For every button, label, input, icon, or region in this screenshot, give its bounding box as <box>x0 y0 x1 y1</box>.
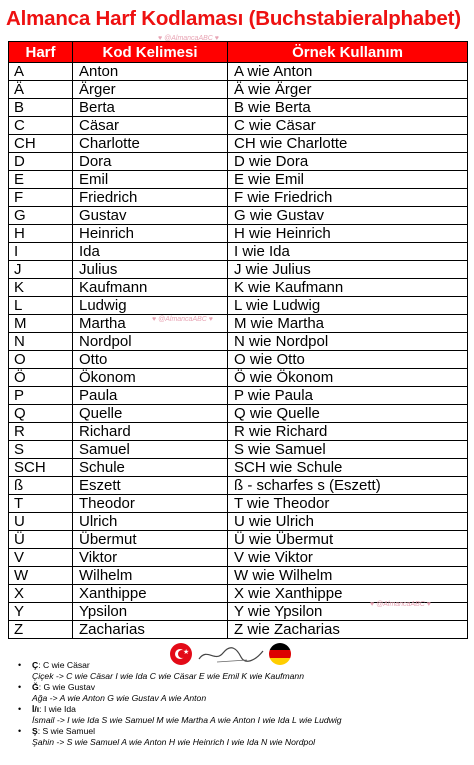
table-row <box>9 261 468 279</box>
letter-cell: S <box>9 441 73 459</box>
example-cell: N wie Nordpol <box>228 333 468 351</box>
letter-cell: Y <box>9 603 73 621</box>
example-cell: U wie Ulrich <box>228 513 468 531</box>
table-row <box>9 81 468 99</box>
code-word-cell: Schule <box>73 459 228 477</box>
example-cell: X wie Xanthippe <box>228 585 468 603</box>
example-cell: E wie Emil <box>228 171 468 189</box>
table-row <box>9 621 468 639</box>
letter-cell: N <box>9 333 73 351</box>
table-row <box>9 99 468 117</box>
table-row <box>9 153 468 171</box>
table-row <box>9 315 468 333</box>
code-word-cell: Übermut <box>73 531 228 549</box>
example-cell: R wie Richard <box>228 423 468 441</box>
code-word-cell: Ulrich <box>73 513 228 531</box>
note-item <box>18 726 468 748</box>
example-cell: Q wie Quelle <box>228 405 468 423</box>
code-word-cell: Wilhelm <box>73 567 228 585</box>
example-cell: I wie Ida <box>228 243 468 261</box>
table-row <box>9 423 468 441</box>
letter-cell: F <box>9 189 73 207</box>
code-word-cell: Ludwig <box>73 297 228 315</box>
watermark-top: ♥ @AlmancaABC ♥ <box>158 35 219 42</box>
example-cell: J wie Julius <box>228 261 468 279</box>
letter-cell: G <box>9 207 73 225</box>
code-word-cell: Paula <box>73 387 228 405</box>
example-cell: O wie Otto <box>228 351 468 369</box>
letter-cell: P <box>9 387 73 405</box>
letter-cell: H <box>9 225 73 243</box>
letter-cell: L <box>9 297 73 315</box>
note-rule: : G wie Gustav <box>38 682 96 692</box>
table-row <box>9 531 468 549</box>
note-example: İsmail -> I wie Ida S wie Samuel M wie Martha A wie Anton I wie Ida L wie Ludwig <box>32 715 342 725</box>
example-cell: D wie Dora <box>228 153 468 171</box>
example-cell: M wie Martha <box>228 315 468 333</box>
table-row <box>9 387 468 405</box>
code-word-cell: Nordpol <box>73 333 228 351</box>
code-word-cell: Julius <box>73 261 228 279</box>
example-cell: ß - scharfes s (Eszett) <box>228 477 468 495</box>
table-row <box>9 117 468 135</box>
example-cell: H wie Heinrich <box>228 225 468 243</box>
note-letter: Ğ <box>32 682 39 692</box>
code-word-cell: Friedrich <box>73 189 228 207</box>
example-cell: Ö wie Ökonom <box>228 369 468 387</box>
code-word-cell: Otto <box>73 351 228 369</box>
code-word-cell: Xanthippe <box>73 585 228 603</box>
example-cell: T wie Theodor <box>228 495 468 513</box>
table-row <box>9 63 468 81</box>
letter-cell: M <box>9 315 73 333</box>
example-cell: C wie Cäsar <box>228 117 468 135</box>
code-word-cell: Ökonom <box>73 369 228 387</box>
header-kod-kelimesi: Kod Kelimesi <box>73 42 228 63</box>
code-word-cell: Eszett <box>73 477 228 495</box>
example-cell: Y wie Ypsilon <box>228 603 468 621</box>
note-item <box>18 704 468 726</box>
table-header-row <box>9 42 468 63</box>
example-cell: V wie Viktor <box>228 549 468 567</box>
note-item <box>18 660 468 682</box>
example-cell: Z wie Zacharias <box>228 621 468 639</box>
table-row <box>9 513 468 531</box>
table-row <box>9 351 468 369</box>
watermark-middle: ♥ @AlmancaABC ♥ <box>152 316 213 323</box>
code-word-cell: Anton <box>73 63 228 81</box>
letter-cell: V <box>9 549 73 567</box>
letter-cell: C <box>9 117 73 135</box>
table-row <box>9 369 468 387</box>
code-word-cell: Theodor <box>73 495 228 513</box>
table-row <box>9 585 468 603</box>
letter-cell: W <box>9 567 73 585</box>
table-row <box>9 297 468 315</box>
example-cell: G wie Gustav <box>228 207 468 225</box>
table-row <box>9 189 468 207</box>
code-word-cell: Dora <box>73 153 228 171</box>
example-cell: SCH wie Schule <box>228 459 468 477</box>
spelling-alphabet-table <box>8 41 468 639</box>
letter-cell: SCH <box>9 459 73 477</box>
example-cell: P wie Paula <box>228 387 468 405</box>
table-row <box>9 567 468 585</box>
turkish-letters-notes <box>18 660 468 748</box>
code-word-cell: Ypsilon <box>73 603 228 621</box>
table-row <box>9 207 468 225</box>
code-word-cell: Heinrich <box>73 225 228 243</box>
example-cell: W wie Wilhelm <box>228 567 468 585</box>
letter-cell: B <box>9 99 73 117</box>
letter-cell: Ü <box>9 531 73 549</box>
note-letter: Ş <box>32 726 38 736</box>
letter-cell: U <box>9 513 73 531</box>
code-word-cell: Ärger <box>73 81 228 99</box>
letter-cell: Z <box>9 621 73 639</box>
code-word-cell: Kaufmann <box>73 279 228 297</box>
note-rule: : I wie Ida <box>39 704 76 714</box>
note-example: Ağa -> A wie Anton G wie Gustav A wie Anton <box>32 693 207 703</box>
table-row <box>9 243 468 261</box>
letter-cell: E <box>9 171 73 189</box>
code-word-cell: Emil <box>73 171 228 189</box>
example-cell: Ä wie Ärger <box>228 81 468 99</box>
code-word-cell: Gustav <box>73 207 228 225</box>
turkey-flag-icon: ★ <box>170 643 192 665</box>
code-word-cell: Berta <box>73 99 228 117</box>
example-cell: S wie Samuel <box>228 441 468 459</box>
table-row <box>9 495 468 513</box>
letter-cell: ß <box>9 477 73 495</box>
table-row <box>9 171 468 189</box>
table-row <box>9 477 468 495</box>
example-cell: B wie Berta <box>228 99 468 117</box>
letter-cell: D <box>9 153 73 171</box>
code-word-cell: Martha <box>73 315 228 333</box>
table-row <box>9 441 468 459</box>
note-example: Şahin -> S wie Samuel A wie Anton H wie Heinrich I wie Ida N wie Nordpol <box>32 737 316 747</box>
code-word-cell: Ida <box>73 243 228 261</box>
code-word-cell: Richard <box>73 423 228 441</box>
table-row <box>9 549 468 567</box>
letter-cell: Ö <box>9 369 73 387</box>
table-row <box>9 405 468 423</box>
letter-cell: I <box>9 243 73 261</box>
example-cell: K wie Kaufmann <box>228 279 468 297</box>
code-word-cell: Charlotte <box>73 135 228 153</box>
note-rule: : C wie Cäsar <box>38 660 90 670</box>
letter-cell: J <box>9 261 73 279</box>
example-cell: L wie Ludwig <box>228 297 468 315</box>
example-cell: A wie Anton <box>228 63 468 81</box>
code-word-cell: Samuel <box>73 441 228 459</box>
table-row <box>9 225 468 243</box>
note-letter: İ/ı <box>32 704 40 714</box>
note-example: Çiçek -> C wie Cäsar I wie Ida C wie Cäsar E wie Emil K wie Kaufmann <box>32 671 304 681</box>
watermark-bottom: ♥ @AlmancaABC ♥ <box>370 601 431 608</box>
letter-cell: T <box>9 495 73 513</box>
table-row <box>9 459 468 477</box>
code-word-cell: Viktor <box>73 549 228 567</box>
page-title: Almanca Harf Kodlaması (Buchstabieralphabet) <box>6 7 461 30</box>
header-harf: Harf <box>9 42 73 63</box>
note-letter: Ç <box>32 660 39 670</box>
example-cell: CH wie Charlotte <box>228 135 468 153</box>
example-cell: F wie Friedrich <box>228 189 468 207</box>
code-word-cell: Cäsar <box>73 117 228 135</box>
letter-cell: R <box>9 423 73 441</box>
letter-cell: Q <box>9 405 73 423</box>
letter-cell: O <box>9 351 73 369</box>
letter-cell: K <box>9 279 73 297</box>
letter-cell: A <box>9 63 73 81</box>
letter-cell: X <box>9 585 73 603</box>
note-item <box>18 682 468 704</box>
code-word-cell: Zacharias <box>73 621 228 639</box>
example-cell: Ü wie Übermut <box>228 531 468 549</box>
table-row <box>9 279 468 297</box>
code-word-cell: Quelle <box>73 405 228 423</box>
letter-cell: CH <box>9 135 73 153</box>
header-ornek-kullanim: Örnek Kullanım <box>228 42 468 63</box>
note-rule: : S wie Samuel <box>37 726 96 736</box>
table-row <box>9 333 468 351</box>
table-row <box>9 135 468 153</box>
letter-cell: Ä <box>9 81 73 99</box>
